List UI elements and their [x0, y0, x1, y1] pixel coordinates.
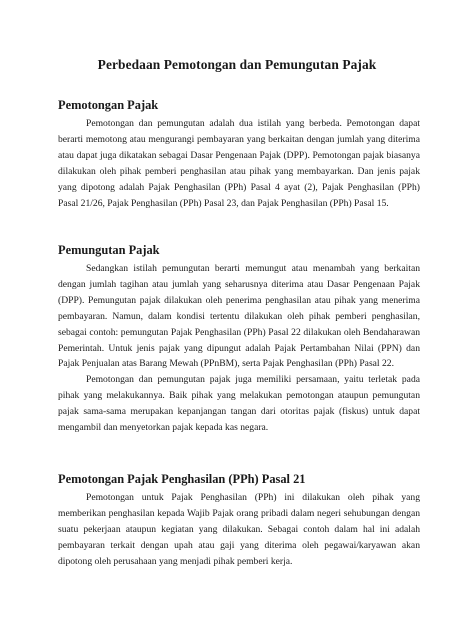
section-pemotongan-pajak	[58, 97, 420, 211]
document-title: Perbedaan Pemotongan dan Pemungutan Pajak	[97, 57, 377, 72]
section-paragraph: Pemotongan untuk Pajak Penghasilan (PPh) ini dilakukan oleh pihak yang memberikan penghasilan kepada Wajib Pajak orang pribadi dalam negeri sehubungan dengan suatu pekerjaan ataupun kegiatan yang dilakukan. Sebagai contoh dalam hal ini adalah pembayaran terkait dengan upah atau gaji yang diterima oleh pegawai/karyawan akan dipotong oleh perusahaan yang menjadi pihak pemberi kerja.	[58, 492, 420, 567]
section-heading: Pemotongan Pajak	[58, 98, 159, 112]
section-pemotongan-pph-21	[58, 471, 420, 570]
section-pemungutan-pajak	[58, 242, 420, 436]
section-paragraph: Pemotongan dan pemungutan pajak juga memiliki persamaan, yaitu terletak pada pihak yang melakukannya. Baik pihak yang melakukan pemotongan ataupun pemungutan pajak sama-sama merupakan kepanjangan tangan dari otoritas pajak (fiskus) untuk dapat mengambil dan menyetorkan pajak kepada kas negara.	[58, 374, 420, 434]
section-heading: Pemungutan Pajak	[58, 243, 160, 257]
section-paragraph: Pemotongan dan pemungutan adalah dua istilah yang berbeda. Pemotongan dapat berarti memotong atau mengurangi pembayaran yang berkaitan dengan jumlah yang diterima atau dapat juga dikatakan sebagai Dasar Pengenaan Pajak (DPP). Pemotongan pajak biasanya dilakukan oleh pihak pemberi penghasilan atau pihak yang membayarkan. Dan jenis pajak yang dipotong adalah Pajak Penghasilan (PPh) Pasal 4 ayat (2), Pajak Penghasilan (PPh) Pasal 21/26, Pajak Penghasilan (PPh) Pasal 23, dan Pajak Penghasilan (PPh) Pasal 15.	[58, 118, 420, 209]
section-heading: Pemotongan Pajak Penghasilan (PPh) Pasal 21	[58, 472, 306, 486]
section-paragraph: Sedangkan istilah pemungutan berarti memungut atau menambah yang berkaitan dengan jumlah tagihan atau jumlah yang seharusnya diterima atau Dasar Pengenaan Pajak (DPP). Pemungutan pajak dilakukan oleh penerima penghasilan atau pihak yang menerima pembayaran. Namun, dalam kondisi tertentu dilakukan oleh pihak pemberi penghasilan, sebagai contoh: pemungutan Pajak Penghasilan (PPh) Pasal 22 dilakukan oleh Bendaharawan Pemerintah. Untuk jenis pajak yang dipungut adalah Pajak Pertambahan Nilai (PPN) dan Pajak Penjualan atas Barang Mewah (PPnBM), serta Pajak Penghasilan (PPh) Pasal 22.	[58, 263, 420, 370]
